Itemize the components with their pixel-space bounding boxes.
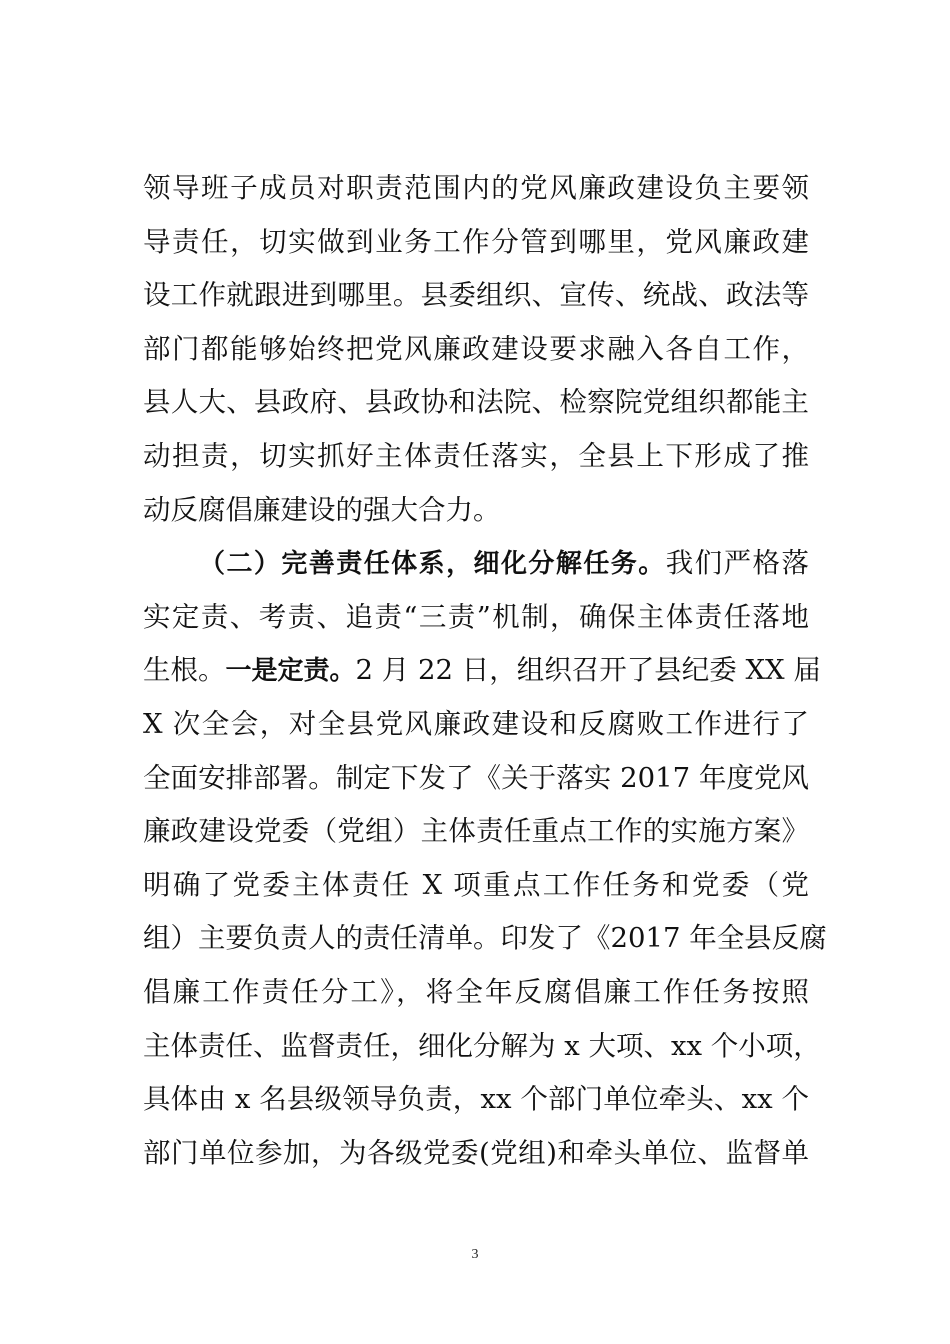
text-fragment: 2 月 22 日，组织召开了县纪委 XX 届 [355, 654, 821, 687]
text-line: 部门单位参加，为各级党委(党组)和牵头单位、监督单 [143, 1136, 809, 1169]
text-line: 县人大、县政府、县政协和法院、检察院党组织都能主 [143, 386, 809, 419]
text-line [143, 644, 821, 698]
text-fragment: 生根。 [143, 654, 226, 687]
text-line: 设工作就跟进到哪里。县委组织、宣传、统战、政法等 [143, 279, 809, 312]
page-number: 3 [471, 1247, 479, 1262]
text-line: 明确了党委主体责任 X 项重点工作任务和党委（党 [143, 868, 809, 901]
section-heading-line [143, 537, 809, 591]
text-line: 廉政建设党委（党组）主体责任重点工作的实施方案》 [143, 815, 809, 848]
text-line: 部门都能够始终把党风廉政建设要求融入各自工作， [143, 332, 809, 365]
text-line: 组）主要负责人的责任清单。印发了《2017 年全县反腐 [143, 922, 827, 955]
text-line: 导责任，切实做到业务工作分管到哪里，党风廉政建 [143, 225, 809, 258]
subheading: 一是定责。 [225, 656, 356, 687]
text-line: 全面安排部署。制定下发了《关于落实 2017 年度党风 [143, 761, 809, 794]
body-text [143, 162, 827, 1180]
text-line: 动担责，切实抓好主体责任落实，全县上下形成了推 [143, 439, 809, 472]
section-heading: （二）完善责任体系，细化分解任务。 [199, 549, 666, 580]
text-fragment: 我们严格落 [665, 547, 809, 580]
text-line: 具体由 x 名县级领导负责，xx 个部门单位牵头、xx 个 [143, 1083, 809, 1116]
text-line: 领导班子成员对职责范围内的党风廉政建设负主要领 [143, 172, 809, 204]
text-line: 实定责、考责、追责“三责”机制，确保主体责任落地 [143, 600, 809, 633]
text-line: 倡廉工作责任分工》，将全年反腐倡廉工作任务按照 [143, 975, 809, 1008]
text-line: 动反腐倡廉建设的强大合力。 [143, 493, 501, 526]
text-line: 主体责任、监督责任，细化分解为 x 大项、xx 个小项， [143, 1029, 821, 1062]
text-line: X 次全会，对全县党风廉政建设和反腐败工作进行了 [143, 707, 809, 740]
